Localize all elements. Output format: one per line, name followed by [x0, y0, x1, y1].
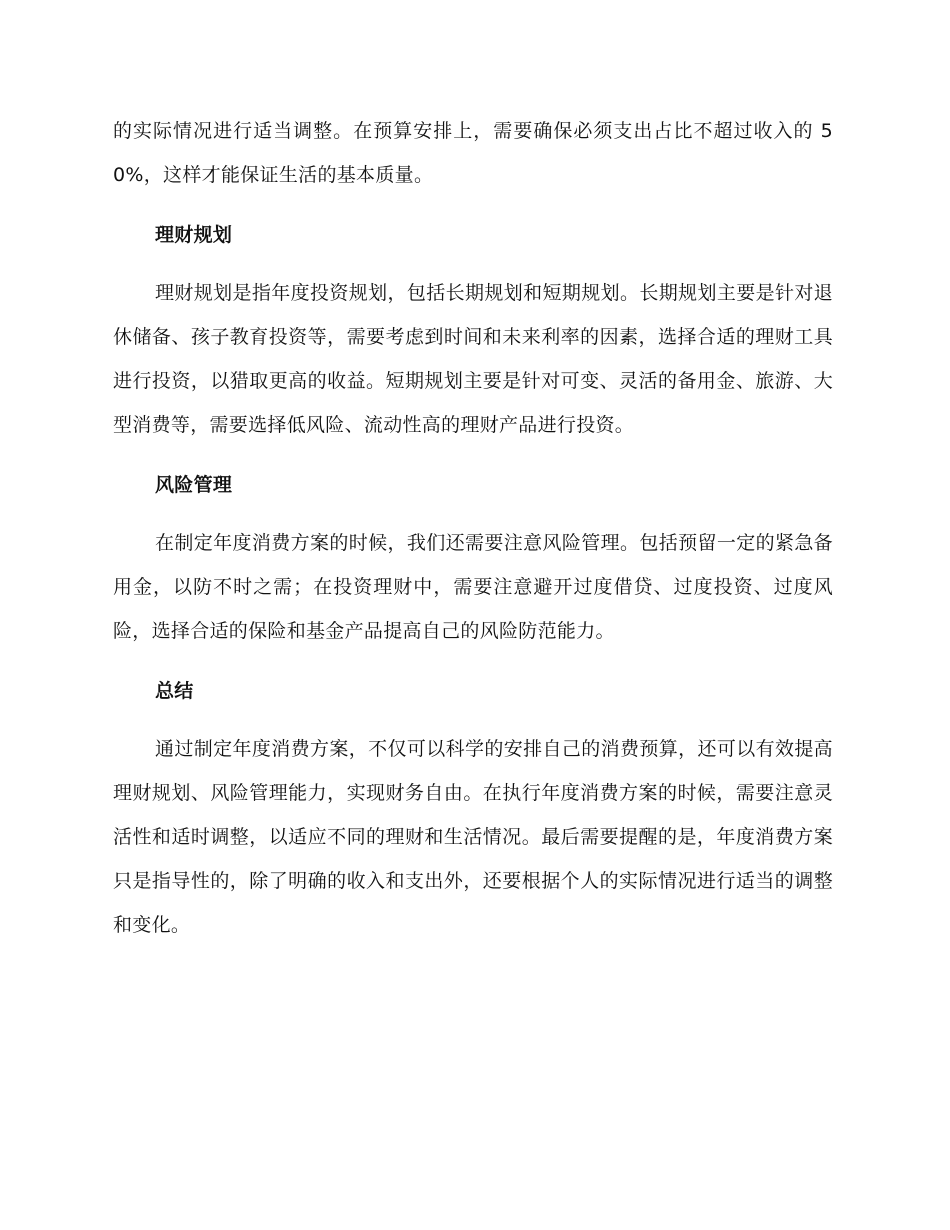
- spacer: [113, 447, 833, 463]
- document-body: [113, 109, 833, 947]
- risk-management-paragraph: 在制定年度消费方案的时候，我们还需要注意风险管理。包括预留一定的紧急备用金，以防不时之需；在投资理财中，需要注意避开过度借贷、过度投资、过度风险，选择合适的保险和基金产品提高自己的风险防范能力。: [113, 532, 833, 642]
- section-heading-risk-management: 风险管理: [155, 474, 233, 496]
- section-heading-summary: 总结: [155, 680, 194, 702]
- summary-paragraph: 通过制定年度消费方案，不仅可以科学的安排自己的消费预算，还可以有效提高理财规划、风险管理能力，实现财务自由。在执行年度消费方案的时候，需要注意灵活性和适时调整，以适应不同的理财和生活情况。最后需要提醒的是，年度消费方案只是指导性的，除了明确的收入和支出外，还要根据个人的实际情况进行适当的调整和变化。: [113, 738, 833, 936]
- spacer: [113, 197, 833, 213]
- spacer: [113, 507, 833, 521]
- intro-paragraph: 的实际情况进行适当调整。在预算安排上，需要确保必须支出占比不超过收入的 50%，这样才能保证生活的基本质量。: [113, 120, 833, 186]
- spacer: [113, 653, 833, 669]
- section-heading-financial-planning: 理财规划: [155, 224, 233, 246]
- spacer: [113, 257, 833, 271]
- spacer: [113, 713, 833, 727]
- financial-planning-paragraph: 理财规划是指年度投资规划，包括长期规划和短期规划。长期规划主要是针对退休储备、孩子教育投资等，需要考虑到时间和未来利率的因素，选择合适的理财工具进行投资，以猎取更高的收益。短期规划主要是针对可变、灵活的备用金、旅游、大型消费等，需要选择低风险、流动性高的理财产品进行投资。: [113, 282, 833, 436]
